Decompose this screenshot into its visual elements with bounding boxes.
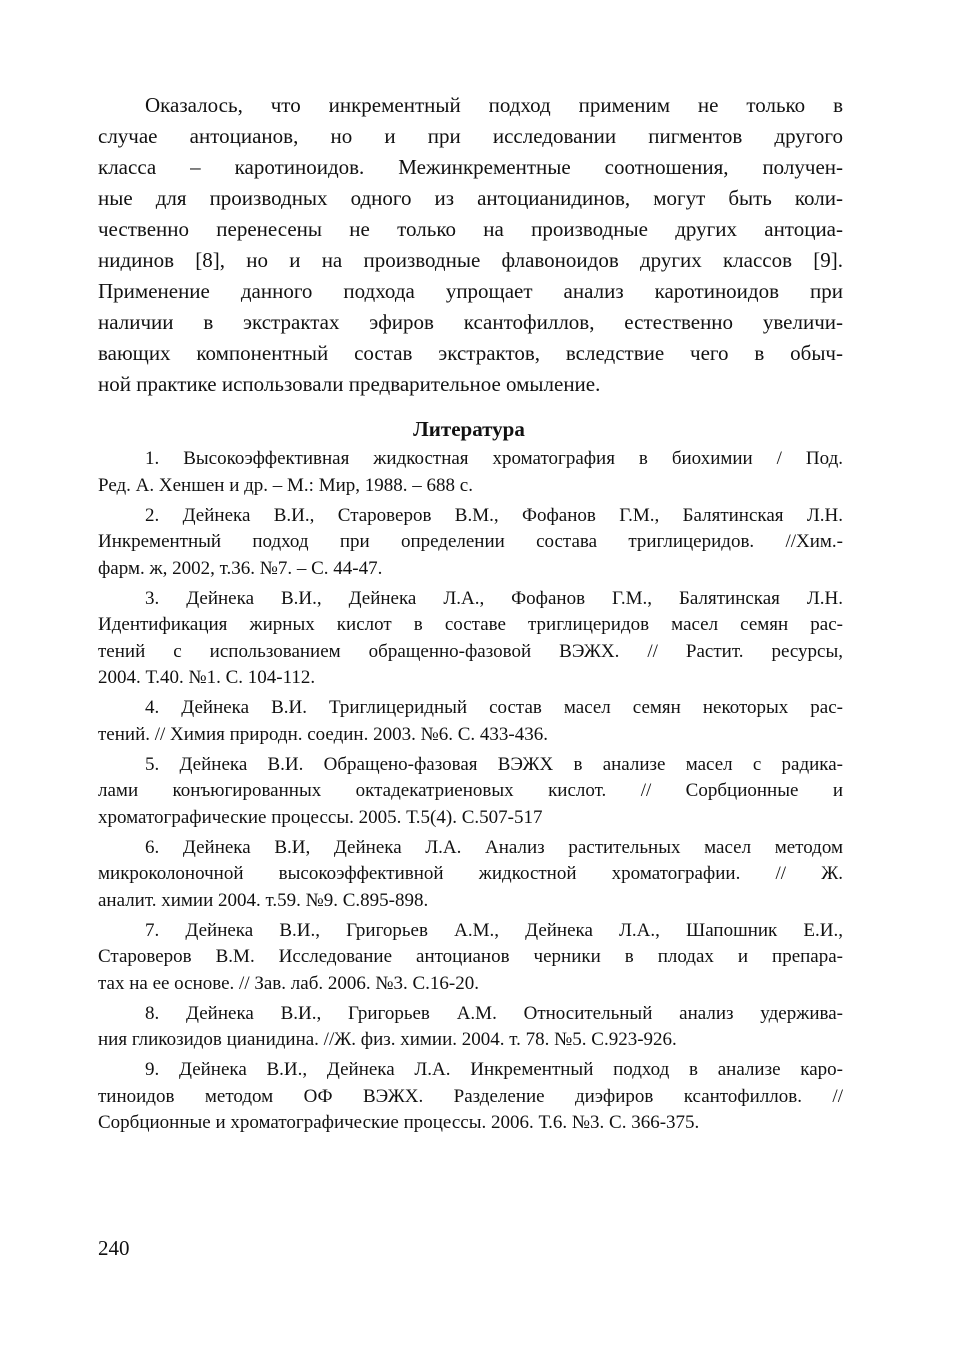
reference-item [98,1057,843,1137]
reference-line: 6. Дейнека В.И, Дейнека Л.А. Анализ растительных масел методом [145,836,843,858]
paragraph-line: Оказалось, что инкрементный подход применим не только в [145,93,843,117]
body-paragraph [98,90,843,400]
paragraph-line: вающих компонентный состав экстрактов, вследствие чего в обыч- [98,341,843,365]
paragraph-line: ные для производных одного из антоцианидинов, могут быть коли- [98,186,843,210]
reference-item [98,695,843,748]
reference-line: 1. Высокоэффективная жидкостная хроматография в биохимии / Под. [145,448,843,469]
paragraph-line: класса – каротиноидов. Межинкрементные соотношения, получен- [98,155,843,179]
reference-line: аналит. химии 2004. т.59. №9. С.895-898. [98,889,429,911]
reference-item [98,503,843,583]
reference-line: тиноидов методом ОФ ВЭЖХ. Разделение диэфиров ксантофиллов. // [98,1085,843,1107]
references-list [98,446,843,1140]
reference-line: Сорбционные и хроматографические процессы. 2006. Т.6. №3. С. 366-375. [98,1112,700,1133]
reference-item [98,835,843,915]
reference-item [98,1001,843,1054]
reference-line: 2. Дейнека В.И., Староверов В.М., Фофанов Г.М., Балятинская Л.Н. [145,504,843,526]
paragraph-line: нидинов [8], но и на производные флавоноидов других классов [9]. [98,248,843,272]
reference-line: хроматографические процессы. 2005. Т.5(4). С.507-517 [98,806,543,828]
reference-line: 4. Дейнека В.И. Триглицеридный состав масел семян некоторых рас- [145,697,843,718]
reference-line: микроколоночной высокоэффективной жидкостной хроматографии. // Ж. [98,863,843,884]
reference-line: тений с использованием обращенно-фазовой ВЭЖХ. // Растит. ресурсы, [98,640,843,662]
reference-line: Ред. А. Хеншен и др. – М.: Мир, 1988. – 688 с. [98,474,473,496]
reference-item [98,752,843,832]
reference-line: ния гликозидов цианидина. //Ж. физ. химии. 2004. т. 78. №5. С.923-926. [98,1029,677,1050]
reference-line: 7. Дейнека В.И., Григорьев А.М., Дейнека Л.А., Шапошник Е.И., [145,919,843,941]
reference-line: Идентификация жирных кислот в составе триглицеридов масел семян рас- [98,614,843,635]
reference-item [98,446,843,499]
paragraph-line: ной практике использовали предварительное омыление. [98,372,601,396]
reference-item [98,918,843,998]
reference-line: тах на ее основе. // Зав. лаб. 2006. №3. С.16-20. [98,972,479,994]
paragraph-line: наличии в экстрактах эфиров ксантофиллов, естественно увеличи- [98,310,843,334]
paragraph-line: Применение данного подхода упрощает анализ каротиноидов при [98,279,843,303]
reference-line: Староверов В.М. Исследование антоцианов черники в плодах и препара- [98,946,843,967]
paragraph-line: чественно перенесены не только на производные других антоциа- [98,217,843,241]
reference-line: Инкрементный подход при определении состава триглицеридов. //Хим.- [98,531,843,552]
reference-line: фарм. ж, 2002, т.36. №7. – С. 44-47. [98,557,383,579]
reference-item [98,586,843,692]
reference-line: 2004. Т.40. №1. С. 104-112. [98,667,316,688]
reference-line: лами конъюгированных октадекатриеновых кислот. // Сорбционные и [98,780,843,801]
reference-line: 8. Дейнека В.И., Григорьев А.М. Относительный анализ удержива- [145,1002,843,1024]
reference-line: 5. Дейнека В.И. Обращено-фазовая ВЭЖХ в анализе масел с радика- [145,753,843,775]
paragraph-line: случае антоцианов, но и при исследовании пигментов другого [98,124,843,148]
reference-line: 9. Дейнека В.И., Дейнека Л.А. Инкрементный подход в анализе каро- [145,1059,843,1080]
references-heading: Литература [413,417,525,441]
page-number: 240 [98,1236,130,1260]
reference-line: тений. // Химия природн. соедин. 2003. №6. С. 433-436. [98,723,548,745]
reference-line: 3. Дейнека В.И., Дейнека Л.А., Фофанов Г.М., Балятинская Л.Н. [145,587,843,609]
